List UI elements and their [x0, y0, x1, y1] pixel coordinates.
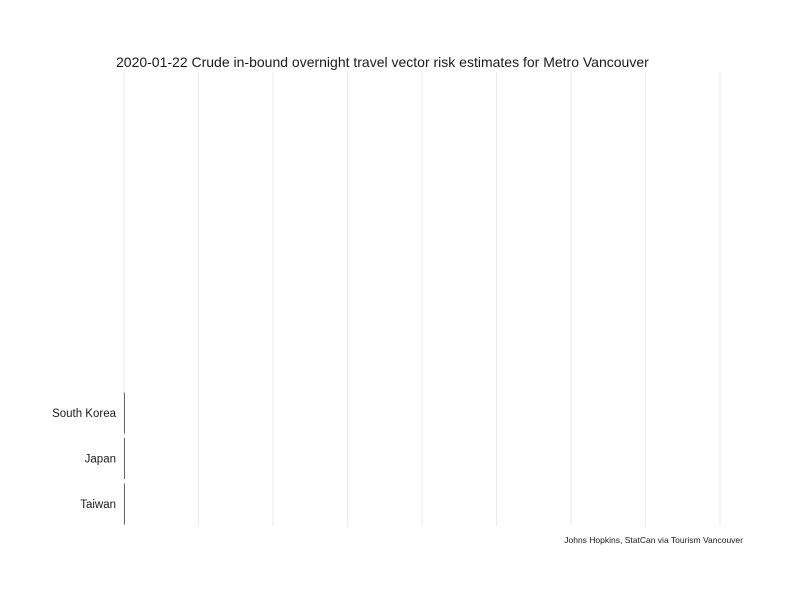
chart-title: 2020-01-22 Crude in-bound overnight travel vector risk estimates for Metro Vancouver: [116, 54, 649, 70]
bars: [124, 393, 125, 525]
gridlines: [124, 72, 720, 526]
bar-south-korea: [124, 393, 125, 434]
y-tick-label-japan: Japan: [84, 453, 116, 466]
chart-caption: Johns Hopkins, StatCan via Tourism Vancouver: [564, 535, 743, 545]
y-tick-label-south-korea: South Korea: [52, 408, 116, 420]
y-tick-label-taiwan: Taiwan: [80, 499, 116, 511]
y-axis-labels: [52, 408, 117, 511]
bar-taiwan: [124, 484, 125, 525]
bar-japan: [124, 438, 125, 479]
